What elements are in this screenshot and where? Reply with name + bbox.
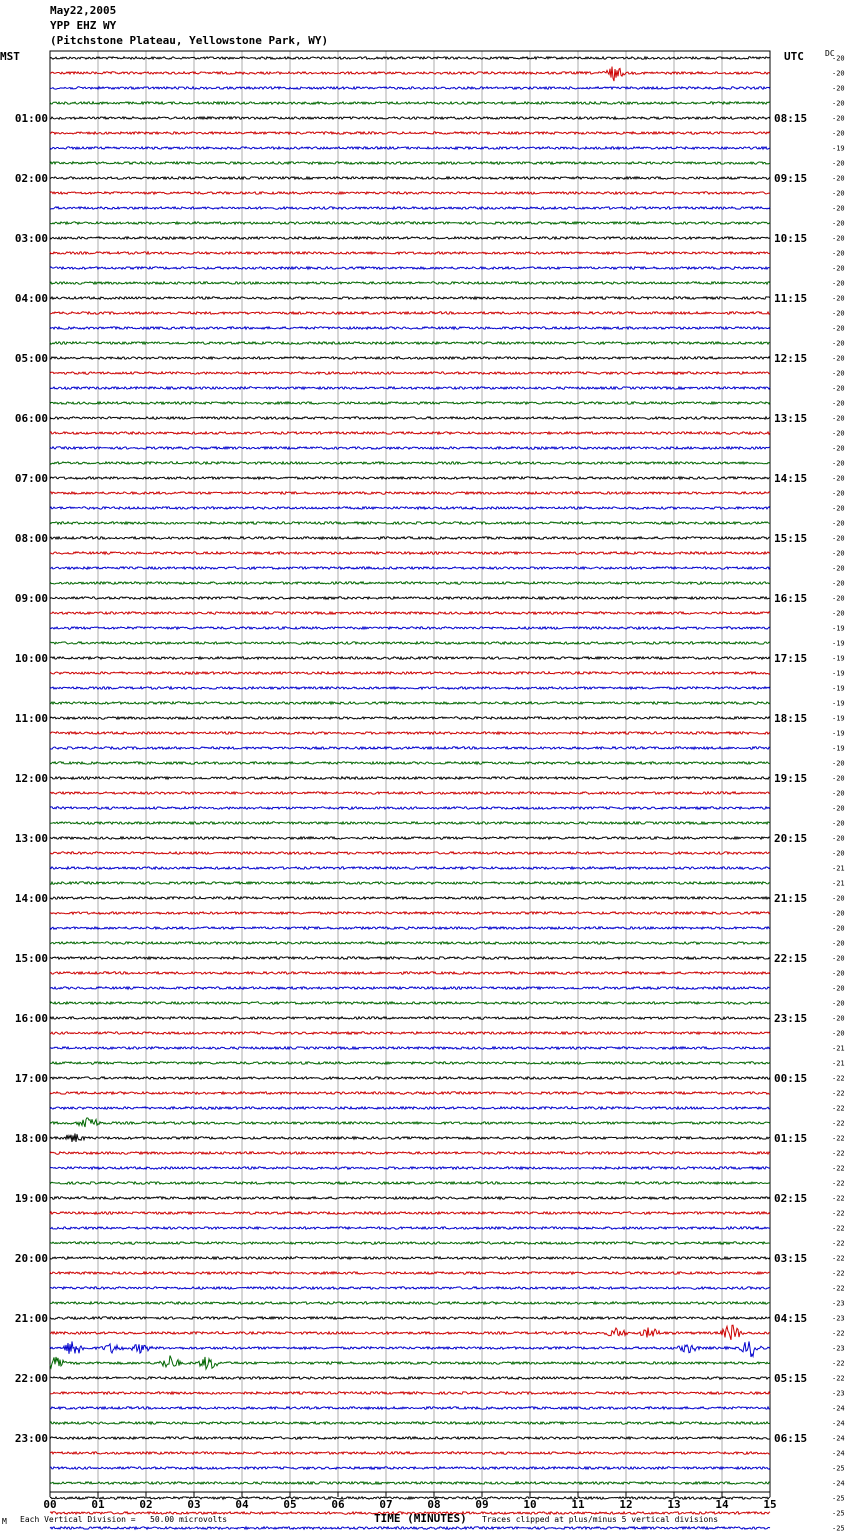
hour-label-left: 23:00 <box>14 1432 48 1445</box>
dc-offset-label: -20 <box>832 159 845 168</box>
seismic-trace <box>50 147 770 149</box>
seismic-trace <box>50 1272 770 1274</box>
dc-offset-label: -22 <box>832 1194 845 1203</box>
dc-offset-label: -20 <box>832 324 845 333</box>
dc-offset-label: -22 <box>832 1074 845 1083</box>
plot-date: May22,2005 <box>50 4 117 17</box>
x-tick-label: 08 <box>427 1498 441 1511</box>
hour-label-left: 03:00 <box>14 232 48 245</box>
seismic-trace <box>50 1287 770 1289</box>
dc-offset-label: -25 <box>832 1494 845 1503</box>
seismic-trace <box>50 927 770 929</box>
seismic-trace <box>50 507 770 509</box>
hour-label-right: 04:15 <box>774 1312 808 1325</box>
seismic-trace <box>50 67 770 82</box>
seismic-trace <box>50 1407 770 1409</box>
seismic-trace <box>50 1317 770 1319</box>
seismic-trace <box>50 897 770 899</box>
seismic-trace <box>50 762 770 764</box>
seismic-trace <box>50 1092 770 1094</box>
hour-label-left: 04:00 <box>14 292 48 305</box>
dc-offset-label: -22 <box>832 1284 845 1293</box>
dc-offset-label: -20 <box>832 294 845 303</box>
dc-offset-header: DC <box>825 49 835 58</box>
seismic-trace <box>50 597 770 599</box>
x-tick-label: 06 <box>331 1498 345 1511</box>
dc-offset-label: -19 <box>832 669 845 678</box>
dc-offset-label: -19 <box>832 639 845 648</box>
dc-offset-label: -19 <box>832 744 845 753</box>
hour-label-left: 02:00 <box>14 172 48 185</box>
hour-label-right: 10:15 <box>774 232 808 245</box>
dc-offset-label: -20 <box>832 474 845 483</box>
dc-offset-label: -20 <box>832 429 845 438</box>
dc-offset-label: -22 <box>832 1239 845 1248</box>
hour-label-left: 16:00 <box>14 1012 48 1025</box>
seismic-trace <box>50 1377 770 1379</box>
hour-label-right: 12:15 <box>774 352 808 365</box>
dc-offset-label: -20 <box>832 789 845 798</box>
dc-offset-label: -20 <box>832 999 845 1008</box>
hour-label-left: 01:00 <box>14 112 48 125</box>
seismic-trace <box>50 1077 770 1079</box>
dc-offset-label: -22 <box>832 1104 845 1113</box>
seismic-trace <box>50 657 770 659</box>
seismic-trace <box>50 432 770 434</box>
hour-label-right: 13:15 <box>774 412 808 425</box>
dc-offset-label: -20 <box>832 924 845 933</box>
seismic-trace <box>50 1212 770 1214</box>
dc-offset-label: -19 <box>832 624 845 633</box>
dc-offset-label: -20 <box>832 189 845 198</box>
seismic-trace <box>50 1062 770 1064</box>
seismic-trace <box>50 837 770 839</box>
seismic-trace <box>50 1422 770 1424</box>
hour-label-left: 19:00 <box>14 1192 48 1205</box>
dc-offset-label: -25 <box>832 1509 845 1518</box>
seismic-trace <box>50 1257 770 1259</box>
x-tick-label: 00 <box>43 1498 57 1511</box>
seismic-trace <box>50 102 770 104</box>
seismic-trace <box>50 297 770 299</box>
hour-label-right: 05:15 <box>774 1372 808 1385</box>
seismic-trace <box>50 1134 770 1142</box>
x-tick-label: 13 <box>667 1498 681 1511</box>
station-code: YPP EHZ WY <box>50 19 117 32</box>
dc-offset-label: -24 <box>832 1419 845 1428</box>
dc-offset-label: -20 <box>832 549 845 558</box>
hour-label-right: 21:15 <box>774 892 808 905</box>
hour-label-left: 10:00 <box>14 652 48 665</box>
seismic-trace <box>50 717 770 719</box>
dc-offset-label: -20 <box>832 804 845 813</box>
dc-offset-label: -20 <box>832 909 845 918</box>
seismic-trace <box>50 522 770 524</box>
seismic-trace <box>50 87 770 89</box>
x-tick-label: 02 <box>139 1498 153 1511</box>
hour-label-right: 14:15 <box>774 472 808 485</box>
dc-offset-label: -20 <box>832 594 845 603</box>
dc-offset-label: -20 <box>832 384 845 393</box>
dc-offset-label: -20 <box>832 1029 845 1038</box>
dc-offset-label: -20 <box>832 1014 845 1023</box>
dc-offset-label: -23 <box>832 1344 845 1353</box>
right-timezone-label: UTC <box>784 50 804 63</box>
seismic-trace <box>50 492 770 494</box>
dc-offset-label: -20 <box>832 69 845 78</box>
seismic-trace <box>50 1242 770 1244</box>
seismic-trace <box>50 162 770 164</box>
dc-offset-label: -19 <box>832 144 845 153</box>
seismic-trace <box>50 552 770 554</box>
hour-label-left: 11:00 <box>14 712 48 725</box>
dc-offset-label: -19 <box>832 729 845 738</box>
dc-offset-label: -20 <box>832 219 845 228</box>
seismic-trace <box>50 357 770 359</box>
hour-label-left: 20:00 <box>14 1252 48 1265</box>
dc-offset-label: -22 <box>832 1089 845 1098</box>
seismic-trace <box>50 1527 770 1529</box>
dc-offset-label: -22 <box>832 1149 845 1158</box>
dc-offset-label: -20 <box>832 309 845 318</box>
hour-label-right: 16:15 <box>774 592 808 605</box>
dc-offset-label: -20 <box>832 609 845 618</box>
dc-offset-label: -25 <box>832 1524 845 1533</box>
seismic-trace <box>50 777 770 779</box>
seismic-trace <box>50 957 770 959</box>
seismic-trace <box>50 237 770 239</box>
dc-offset-label: -21 <box>832 1044 845 1053</box>
seismic-trace <box>50 372 770 374</box>
hour-label-left: 12:00 <box>14 772 48 785</box>
dc-offset-label: -20 <box>832 444 845 453</box>
seismic-trace <box>50 222 770 224</box>
seismic-trace <box>50 687 770 689</box>
seismic-trace <box>50 942 770 944</box>
hour-label-left: 13:00 <box>14 832 48 845</box>
hour-label-right: 06:15 <box>774 1432 808 1445</box>
seismic-trace <box>50 582 770 584</box>
seismic-trace <box>50 1107 770 1109</box>
dc-offset-label: -24 <box>832 1479 845 1488</box>
seismic-trace <box>50 1341 770 1357</box>
dc-offset-label: -20 <box>832 519 845 528</box>
hour-label-right: 03:15 <box>774 1252 808 1265</box>
dc-offset-label: -20 <box>832 84 845 93</box>
hour-label-right: 09:15 <box>774 172 808 185</box>
dc-offset-label: -20 <box>832 234 845 243</box>
seismic-trace <box>50 447 770 449</box>
hour-label-right: 22:15 <box>774 952 808 965</box>
seismic-trace <box>50 1437 770 1439</box>
seismic-trace <box>50 642 770 644</box>
dc-offset-label: -24 <box>832 1434 845 1443</box>
x-tick-label: 05 <box>283 1498 297 1511</box>
hour-label-left: 15:00 <box>14 952 48 965</box>
seismic-trace <box>50 1325 770 1340</box>
seismic-trace <box>50 1197 770 1199</box>
hour-label-left: 06:00 <box>14 412 48 425</box>
dc-offset-label: -25 <box>832 1464 845 1473</box>
dc-offset-label: -20 <box>832 339 845 348</box>
seismic-trace <box>50 1182 770 1184</box>
dc-offset-label: -20 <box>832 414 845 423</box>
seismic-trace <box>50 417 770 419</box>
dc-offset-label: -20 <box>832 459 845 468</box>
x-tick-label: 07 <box>379 1498 393 1511</box>
seismic-trace <box>50 627 770 629</box>
x-tick-label: 01 <box>91 1498 105 1511</box>
plot-frame <box>50 51 770 1492</box>
seismic-trace <box>50 1017 770 1019</box>
clip-note: Traces clipped at plus/minus 5 vertical divisions <box>482 1515 719 1524</box>
dc-offset-label: -22 <box>832 1179 845 1188</box>
seismic-trace <box>50 1497 770 1499</box>
dc-offset-label: -19 <box>832 684 845 693</box>
dc-offset-label: -20 <box>832 759 845 768</box>
dc-offset-label: -23 <box>832 1314 845 1323</box>
dc-offset-label: -20 <box>832 279 845 288</box>
dc-offset-label: -22 <box>832 1374 845 1383</box>
hour-label-right: 20:15 <box>774 832 808 845</box>
seismic-trace <box>50 462 770 464</box>
seismic-trace <box>50 1452 770 1454</box>
dc-offset-label: -22 <box>832 1224 845 1233</box>
hour-label-right: 19:15 <box>774 772 808 785</box>
hour-label-right: 15:15 <box>774 532 808 545</box>
seismic-trace <box>50 882 770 884</box>
seismic-trace <box>50 1002 770 1004</box>
seismic-trace <box>50 342 770 344</box>
hour-label-right: 00:15 <box>774 1072 808 1085</box>
seismic-trace <box>50 177 770 179</box>
seismic-trace <box>50 1227 770 1229</box>
x-tick-label: 15 <box>763 1498 777 1511</box>
dc-offset-label: -21 <box>832 1059 845 1068</box>
dc-offset-label: -21 <box>832 879 845 888</box>
seismic-trace <box>50 1302 770 1304</box>
dc-offset-label: -20 <box>832 54 845 63</box>
seismic-trace <box>50 1167 770 1169</box>
seismic-trace <box>50 1032 770 1034</box>
hour-label-right: 08:15 <box>774 112 808 125</box>
seismic-trace <box>50 1047 770 1049</box>
seismic-trace <box>50 537 770 539</box>
seismic-trace <box>50 387 770 389</box>
dc-offset-label: -22 <box>832 1269 845 1278</box>
seismic-trace <box>50 567 770 569</box>
seismic-trace <box>50 612 770 614</box>
hour-label-left: 17:00 <box>14 1072 48 1085</box>
seismic-trace <box>50 972 770 974</box>
dc-offset-label: -22 <box>832 1119 845 1128</box>
hour-label-left: 09:00 <box>14 592 48 605</box>
hour-label-left: 21:00 <box>14 1312 48 1325</box>
dc-offset-label: -21 <box>832 864 845 873</box>
dc-offset-label: -20 <box>832 204 845 213</box>
dc-offset-label: -20 <box>832 174 845 183</box>
dc-offset-label: -22 <box>832 1359 845 1368</box>
dc-offset-label: -23 <box>832 1299 845 1308</box>
dc-offset-label: -20 <box>832 129 845 138</box>
dc-offset-label: -19 <box>832 699 845 708</box>
left-timezone-label: MST <box>0 50 20 63</box>
seismic-trace <box>50 192 770 194</box>
dc-offset-label: -22 <box>832 1134 845 1143</box>
seismic-trace <box>50 117 770 119</box>
seismic-trace <box>50 1356 770 1370</box>
scale-mark: M <box>2 1517 7 1526</box>
seismic-trace <box>50 132 770 134</box>
x-tick-label: 11 <box>571 1498 585 1511</box>
hour-label-left: 05:00 <box>14 352 48 365</box>
dc-offset-label: -20 <box>832 399 845 408</box>
dc-offset-label: -24 <box>832 1404 845 1413</box>
dc-offset-label: -19 <box>832 714 845 723</box>
dc-offset-label: -23 <box>832 1389 845 1398</box>
seismic-trace <box>50 1482 770 1484</box>
hour-label-right: 23:15 <box>774 1012 808 1025</box>
seismic-trace <box>50 252 770 254</box>
seismic-trace <box>50 312 770 314</box>
dc-offset-label: -20 <box>832 834 845 843</box>
dc-offset-label: -22 <box>832 1254 845 1263</box>
hour-label-left: 22:00 <box>14 1372 48 1385</box>
dc-offset-label: -19 <box>832 654 845 663</box>
station-location: (Pitchstone Plateau, Yellowstone Park, WY) <box>50 34 329 47</box>
dc-offset-label: -22 <box>832 1209 845 1218</box>
x-axis-label: TIME (MINUTES) <box>374 1512 467 1525</box>
seismic-trace <box>50 1118 770 1127</box>
x-tick-label: 14 <box>715 1498 729 1511</box>
hour-label-right: 02:15 <box>774 1192 808 1205</box>
dc-offset-label: -20 <box>832 249 845 258</box>
seismic-trace <box>50 822 770 824</box>
seismic-trace <box>50 477 770 479</box>
seismic-trace <box>50 867 770 869</box>
dc-offset-label: -20 <box>832 849 845 858</box>
dc-offset-label: -20 <box>832 939 845 948</box>
hour-label-left: 18:00 <box>14 1132 48 1145</box>
dc-offset-label: -20 <box>832 954 845 963</box>
dc-offset-label: -20 <box>832 579 845 588</box>
dc-offset-label: -20 <box>832 969 845 978</box>
seismic-trace <box>50 732 770 734</box>
x-tick-label: 10 <box>523 1498 537 1511</box>
seismic-trace <box>50 807 770 809</box>
hour-label-right: 18:15 <box>774 712 808 725</box>
dc-offset-label: -22 <box>832 1329 845 1338</box>
x-tick-label: 04 <box>235 1498 249 1511</box>
dc-offset-label: -20 <box>832 984 845 993</box>
hour-label-left: 07:00 <box>14 472 48 485</box>
dc-offset-label: -20 <box>832 489 845 498</box>
dc-offset-label: -20 <box>832 564 845 573</box>
dc-offset-label: -24 <box>832 1449 845 1458</box>
hour-label-right: 11:15 <box>774 292 808 305</box>
hour-label-right: 01:15 <box>774 1132 808 1145</box>
x-tick-label: 09 <box>475 1498 489 1511</box>
dc-offset-label: -22 <box>832 1164 845 1173</box>
seismic-trace <box>50 672 770 674</box>
dc-offset-label: -20 <box>832 99 845 108</box>
dc-offset-label: -20 <box>832 894 845 903</box>
seismic-trace <box>50 1152 770 1154</box>
seismic-trace <box>50 207 770 209</box>
seismic-trace <box>50 1392 770 1394</box>
hour-label-right: 17:15 <box>774 652 808 665</box>
seismic-trace <box>50 402 770 404</box>
seismic-trace <box>50 792 770 794</box>
hour-label-left: 08:00 <box>14 532 48 545</box>
seismic-trace <box>50 327 770 329</box>
dc-offset-label: -20 <box>832 354 845 363</box>
seismic-trace <box>50 747 770 749</box>
seismic-trace <box>50 1467 770 1469</box>
x-tick-label: 03 <box>187 1498 201 1511</box>
division-note: Each Vertical Division = 50.00 microvolts <box>20 1515 228 1524</box>
seismic-trace <box>50 987 770 989</box>
x-tick-label: 12 <box>619 1498 633 1511</box>
seismic-trace <box>50 267 770 269</box>
dc-offset-label: -20 <box>832 369 845 378</box>
dc-offset-label: -20 <box>832 264 845 273</box>
dc-offset-label: -20 <box>832 534 845 543</box>
seismic-trace <box>50 57 770 59</box>
seismic-trace <box>50 282 770 284</box>
seismic-trace <box>50 702 770 704</box>
dc-offset-label: -20 <box>832 504 845 513</box>
seismic-trace <box>50 852 770 854</box>
dc-offset-label: -20 <box>832 114 845 123</box>
seismic-trace <box>50 912 770 914</box>
hour-label-left: 14:00 <box>14 892 48 905</box>
dc-offset-label: -20 <box>832 774 845 783</box>
dc-offset-label: -20 <box>832 819 845 828</box>
